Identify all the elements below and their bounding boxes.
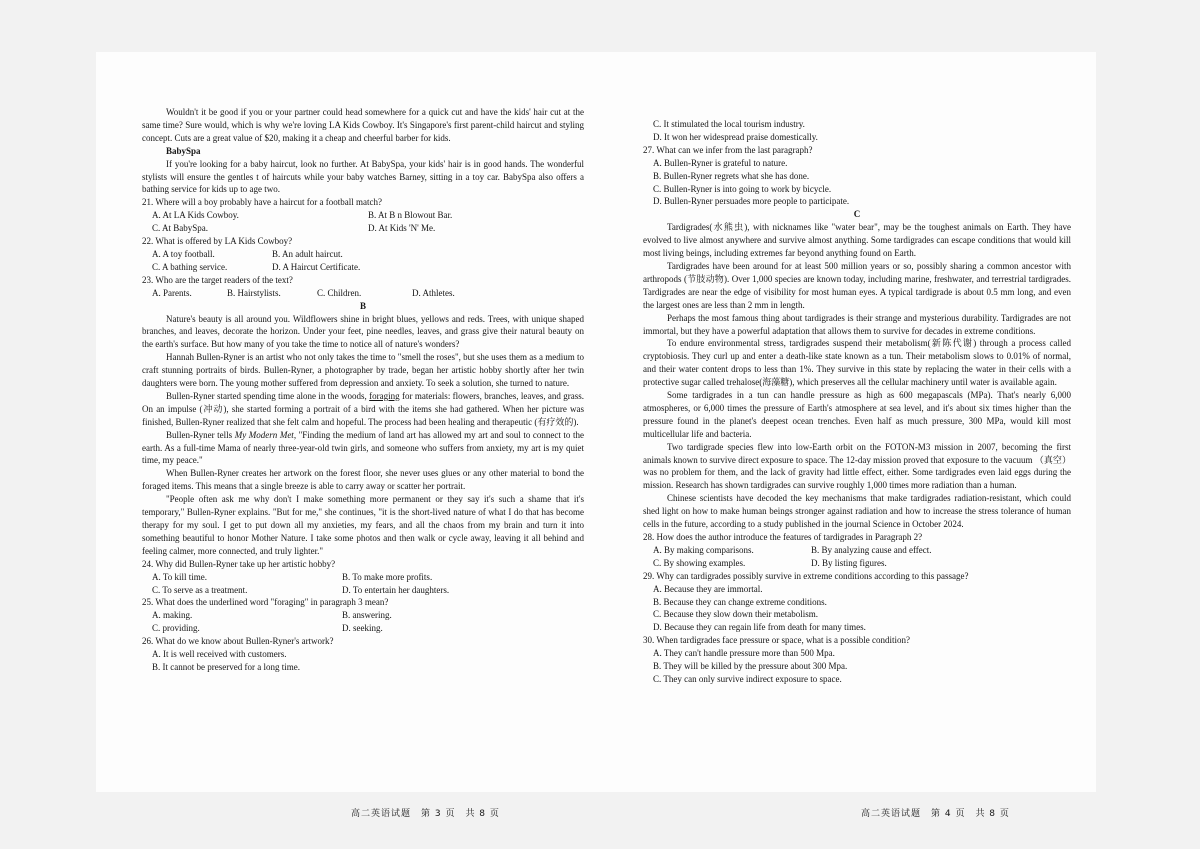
question-29: 29. Why can tardigrades possibly survive in extreme conditions according to this passage? <box>643 570 969 581</box>
question-30: 30. When tardigrades face pressure or space, what is a possible condition? <box>643 635 910 646</box>
option-24-d: D. To entertain her daughters. <box>342 584 450 595</box>
exam-sheet <box>96 52 1096 819</box>
question-28-options <box>643 544 1071 570</box>
option-23-b: B. Hairstylists. <box>227 287 281 298</box>
option-30-b: B. They will be killed by the pressure about 300 Mpa. <box>653 661 848 672</box>
passage-b-paragraph-4 <box>142 429 584 468</box>
passage-b-paragraph-2: Hannah Bullen-Ryner is an artist who not only takes the time to "smell the roses", but she uses them as a medium to craft stunning portraits of birds. Bullen-Ryner, a photographer by trade, began her artistic hobby shortly after her twin daughters were born. The young mother suffered from depression and anxiety. To seek a solution, she turned to nature. <box>142 352 584 389</box>
page-footer-left: 高二英语试题 第 3 页 共 8 页 <box>351 809 500 819</box>
option-25-d: D. seeking. <box>342 623 383 634</box>
option-22-a: A. A toy football. <box>152 248 215 259</box>
passage-c-paragraph-7: Chinese scientists have decoded the key mechanisms that make tardigrades radiation-resistant, which could shed light on how to make human beings stronger against radiation and how to increase the stress tolerance of human cells in the future, according to a study published in the journal Science in October 2024. <box>643 493 1071 530</box>
option-21-d: D. At Kids 'N' Me. <box>368 223 436 234</box>
passage-c-paragraph-2: Tardigrades have been around for at least 500 million years or so, possibly sharing a common ancestor with arthropods (节肢动物). Over 1,000 species are known today, including marine, freshwater, and terrestrial tardigrades. Tardigrades are near the edge of visibility for most human eyes. A typical tardigrade is about 0.5 mm long, and even the largest ones are less than 2 mm in length. <box>643 260 1071 310</box>
question-27: 27. What can we infer from the last paragraph? <box>643 144 813 155</box>
question-24-options <box>142 571 584 597</box>
option-22-c: C. A bathing service. <box>152 261 228 272</box>
passage-b-paragraph-6: "People often ask me why don't I make something more permanent or they say it's such a shame that it's temporary," Bullen-Ryner explains. "But for me," she continues, "it is the short-lived nature of what I do that has become therapy for my soul. I get to put down all my anxieties, my fears, and all the chaos from my brain and turn it into something beautiful to honor Mother Nature. I take some photos and then walk or cycle away, leaving it all behind and feeling calmer, more connected, and truly lighter." <box>142 494 584 556</box>
question-25: 25. What does the underlined word "foraging" in paragraph 3 mean? <box>142 597 389 608</box>
page-footer-right: 高二英语试题 第 4 页 共 8 页 <box>861 809 1010 819</box>
option-29-d: D. Because they can regain life from death for many times. <box>653 622 866 633</box>
option-21-c: C. At BabySpa. <box>152 223 209 234</box>
option-28-b: B. By analyzing cause and effect. <box>811 544 932 555</box>
option-29-c: C. Because they slow down their metabolism. <box>653 609 818 620</box>
option-21-b: B. At B n Blowout Bar. <box>368 210 453 221</box>
passage-b-paragraph-1: Nature's beauty is all around you. Wildflowers shine in bright blues, yellows and reds. Trees, with unique shaped branches, and leaves, decorate the horizon. Under your feet, pine needles, leaves, and grass give their natural beauty on the earth's surface. But how many of you take the time to notice all of nature's wonders? <box>142 313 584 350</box>
passage-c-paragraph-3: Perhaps the most famous thing about tardigrades is their strange and mysterious durability. Tardigrades are not immortal, but they have a powerful adaptation that allows them to survive for decades in extreme conditions. <box>643 312 1071 336</box>
question-26-options <box>142 648 584 674</box>
option-29-a: A. Because they are immortal. <box>653 583 763 594</box>
right-page <box>643 118 1071 686</box>
option-21-a: A. At LA Kids Cowboy. <box>152 210 239 221</box>
option-26-a: A. It is well received with customers. <box>152 649 287 660</box>
option-30-c: C. They can only survive indirect exposure to space. <box>653 673 842 684</box>
intro-paragraph: Wouldn't it be good if you or your partner could head somewhere for a quick cut and have the kids' hair cut at the same time? Sure would, which is why we're loving LA Kids Cowboy. It's Singapore's first parent-child haircut and styling concept. Cuts are a great value of $20, making it a cheap and cheerful barber for kids. <box>142 107 584 143</box>
babyspa-paragraph: If you're looking for a baby haircut, look no further. At BabySpa, your kids' hair is in good hands. The wonderful stylists will ensure the gentles t of haircuts while your baby watches Barney, sitting in a toy car. BabySpa also offers a bathing service for kids up to age two. <box>142 158 584 195</box>
option-25-c: C. providing. <box>152 623 200 634</box>
option-24-b: B. To make more profits. <box>342 571 433 582</box>
option-22-b: B. An adult haircut. <box>272 248 343 259</box>
option-29-b: B. Because they can change extreme conditions. <box>653 596 827 607</box>
question-29-options <box>643 583 1071 635</box>
passage-c-paragraph-5: Some tardigrades in a tun can handle pressure as high as 600 megapascals (MPa). That's nearly 6,000 atmospheres, or 6,000 times the pressure of Earth's atmosphere at sea level, and it's about six times higher than the pressure found in the planet's deepest ocean trenches. Even half as much pressure, 300 MPa, would kill most multicellular life and bacteria. <box>643 390 1071 439</box>
question-22: 22. What is offered by LA Kids Cowboy? <box>142 236 293 247</box>
option-28-a: A. By making comparisons. <box>653 544 754 555</box>
paragraph-3-start: Bullen-Ryner started spending time alone in the woods, <box>166 390 370 401</box>
option-23-a: A. Parents. <box>152 287 192 298</box>
option-26-b: B. It cannot be preserved for a long time. <box>152 661 300 672</box>
option-28-d: D. By listing figures. <box>811 557 887 568</box>
option-25-b: B. answering. <box>342 610 392 621</box>
question-26: 26. What do we know about Bullen-Ryner's artwork? <box>142 636 334 647</box>
option-24-a: A. To kill time. <box>152 571 207 582</box>
paragraph-4-end: , "Finding the medium of land art has allowed my art and soul to connect to the earth. As a full-time Mama of nearly three-year-old twin girls, and someone who suffers from anxiety, my art is my quiet time, my peace." <box>142 429 584 466</box>
question-22-options <box>142 248 584 274</box>
option-26-c: C. It stimulated the local tourism industry. <box>653 119 805 129</box>
underlined-word-foraging: foraging <box>369 390 400 401</box>
question-26-options-continued <box>643 118 1071 144</box>
question-28: 28. How does the author introduce the features of tardigrades in Paragraph 2? <box>643 532 923 542</box>
passage-b-paragraph-3 <box>142 390 584 429</box>
question-30-options <box>643 647 1071 686</box>
option-23-d: D. Athletes. <box>412 287 455 298</box>
option-24-c: C. To serve as a treatment. <box>152 584 248 595</box>
paragraph-3-end: for materials: flowers, branches, leaves, and grass. On an impulse (冲动), she started forming a portrait of a bird with the items she had gathered. When her picture was finished, Bullen-Ryner realized that she felt calm and hopeful. The process had been healing and therapeutic (有疗效的). <box>142 390 585 427</box>
option-26-d: D. It won her widespread praise domestically. <box>653 131 818 142</box>
source-title: My Modern Met <box>234 429 294 440</box>
option-27-c: C. Bullen-Ryner is into going to work by bicycle. <box>653 183 832 194</box>
option-23-c: C. Children. <box>317 287 362 298</box>
option-28-c: C. By showing examples. <box>653 557 746 568</box>
section-b-heading: B <box>359 300 366 311</box>
question-21-options <box>142 209 584 235</box>
option-25-a: A. making. <box>152 610 193 621</box>
paragraph-4-start: Bullen-Ryner tells <box>166 429 235 440</box>
section-c-heading: C <box>853 209 861 220</box>
question-25-options <box>142 609 584 635</box>
option-27-d: D. Bullen-Ryner persuades more people to participate. <box>653 196 850 207</box>
passage-b-paragraph-5: When Bullen-Ryner creates her artwork on the forest floor, she never uses glues or any other material to bond the foraged items. This means that a single breeze is able to carry away or scatter her portrait. <box>142 468 584 492</box>
question-24: 24. Why did Bullen-Ryner take up her artistic hobby? <box>142 558 336 569</box>
passage-c-paragraph-4: To endure environmental stress, tardigrades suspend their metabolism(新陈代谢) through a process called cryptobiosis. They curl up and enter a death-like state known as a tun. Their metabolism slows to 0.01% of normal, and their water content drops to less than 1%. They survive in this state by replacing the water in their cells with a protective sugar called trehalose(海藻糖), which preserves all the cellular machinery until water is available again. <box>643 338 1071 388</box>
passage-c-paragraph-1: Tardigrades(水熊虫), with nicknames like "water bear", may be the toughest animals on Earth. They have evolved to live almost anywhere and survive almost anything. Some tardigrades can escape conditions that would kill most living beings, including extremes far beyond anything found on Earth. <box>643 222 1071 259</box>
question-23: 23. Who are the target readers of the text? <box>142 274 293 285</box>
left-page <box>142 106 584 674</box>
question-21: 21. Where will a boy probably have a haircut for a football match? <box>142 197 382 208</box>
option-27-a: A. Bullen-Ryner is grateful to nature. <box>653 157 788 168</box>
question-23-options <box>142 287 584 300</box>
option-22-d: D. A Haircut Certificate. <box>272 261 361 272</box>
option-27-b: B. Bullen-Ryner regrets what she has done. <box>653 170 810 181</box>
babyspa-heading: BabySpa <box>166 145 201 156</box>
option-30-a: A. They can't handle pressure more than 500 Mpa. <box>653 648 835 659</box>
question-27-options <box>643 157 1071 209</box>
passage-c-paragraph-6: Two tardigrade species flew into low-Earth orbit on the FOTON-M3 mission in 2007, becoming the first animals known to survive direct exposure to space. The 12-day mission proved that exposure to the vacuum （真空） was no problem for them, and the lack of gravity had little effect, either. Some tardigrades even laid eggs during the mission. Research has shown tardigrades can survive roughly 1,000 times more radiation than a human. <box>643 441 1071 491</box>
